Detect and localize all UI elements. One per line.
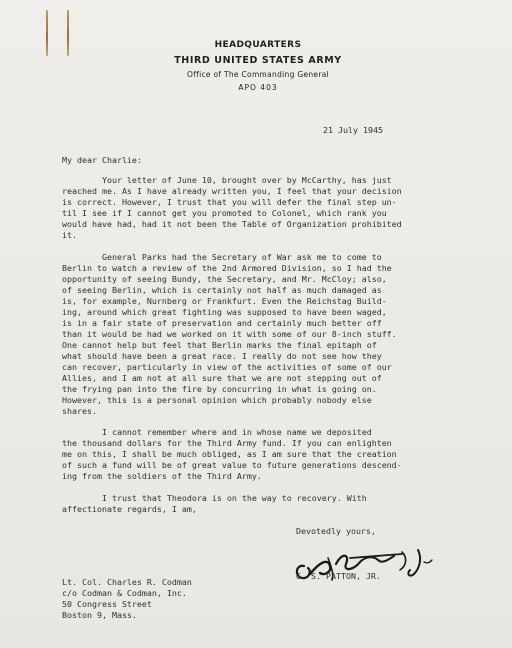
letter-date: 21 July 1945 — [323, 125, 383, 135]
paragraph-line: Allies, and I am not at all sure that we are not stepping out of — [62, 373, 382, 383]
paragraph-line: affectionate regards, I am, — [62, 504, 197, 514]
paragraph-line: is, for example, Nurnberg or Frankfurt. Even the Reichstag Build- — [62, 296, 387, 306]
paragraph-1 — [62, 175, 402, 241]
closing: Devotedly yours, — [296, 526, 376, 536]
paragraph-line: opportunity of seeing Bundy, the Secretary, and Mr. McCloy; also, — [62, 274, 387, 284]
recipient-address — [62, 577, 192, 621]
paragraph-line: reached me. As I have already written you, I feel that your decision — [62, 186, 402, 196]
paragraph-line: ing from the soldiers of the Third Army. — [62, 471, 262, 481]
staple-mark-right — [67, 10, 69, 56]
paragraph-line: the thousand dollars for the Third Army fund. If you can enlighten — [62, 438, 392, 448]
paragraph-line: would have had, had it not been the Table of Organization prohibited — [62, 219, 402, 229]
paragraph-line: One cannot help but feel that Berlin marks the final epitaph of — [62, 340, 377, 350]
address-line: Lt. Col. Charles R. Codman — [62, 577, 192, 587]
paragraph-line: is in a fair state of preservation and certainly much better off — [62, 318, 382, 328]
address-line: Boston 9, Mass. — [62, 610, 137, 620]
paragraph-line: shares. — [62, 406, 97, 416]
paragraph-line: me on this, I shall be much obliged, as I am sure that the creation — [62, 449, 397, 459]
letterhead-office: Office of The Commanding General — [186, 70, 330, 79]
paragraph-line: what should have been a great race. I really do not see how they — [62, 351, 382, 361]
paragraph-line: can recover, particularly in view of the activities of some of our — [62, 362, 392, 372]
address-line: c/o Codman & Codman, Inc. — [62, 588, 187, 598]
paragraph-2 — [62, 252, 397, 417]
paragraph-line: is correct. However, I trust that you will defer the final step un- — [62, 197, 397, 207]
paragraph-line: the frying pan into the fire by concurring in what is going on. — [62, 384, 377, 394]
paragraph-line: it. — [62, 230, 77, 240]
staple-mark-left — [46, 10, 48, 56]
paragraph-line: of such a fund will be of great value to future generations descend- — [62, 460, 402, 470]
paragraph-line: than it would be had we worked on it with some of our 8-inch stuff. — [62, 329, 397, 339]
paragraph-line: til I see if I cannot get you promoted to Colonel, which rank you — [62, 208, 387, 218]
paragraph-line: Berlin to watch a review of the 2nd Armored Division, so I had the — [62, 263, 392, 273]
paragraph-3 — [62, 427, 402, 482]
letterhead-apo: APO 403 — [238, 83, 278, 92]
letterhead-army: THIRD UNITED STATES ARMY — [174, 55, 342, 66]
paragraph-4 — [62, 493, 367, 515]
paragraph-line: General Parks had the Secretary of War ask me to come to — [62, 252, 382, 262]
paragraph-line: ing, around which great fighting was supposed to have been waged, — [62, 307, 387, 317]
address-line: 50 Congress Street — [62, 599, 152, 609]
letterhead-headquarters: HEADQUARTERS — [214, 40, 302, 50]
paragraph-line: However, this is a personal opinion which probably nobody else — [62, 395, 372, 405]
paragraph-line: Your letter of June 10, brought over by McCarthy, has just — [62, 175, 392, 185]
paragraph-line: I cannot remember where and in whose name we deposited — [62, 427, 372, 437]
typed-signature-name: G. S. PATTON, JR. — [296, 571, 381, 581]
paragraph-line: of seeing Berlin, which is certainly not half as much damaged as — [62, 285, 382, 295]
paragraph-line: I trust that Theodora is on the way to recovery. With — [62, 493, 367, 503]
salutation: My dear Charlie: — [62, 155, 142, 165]
